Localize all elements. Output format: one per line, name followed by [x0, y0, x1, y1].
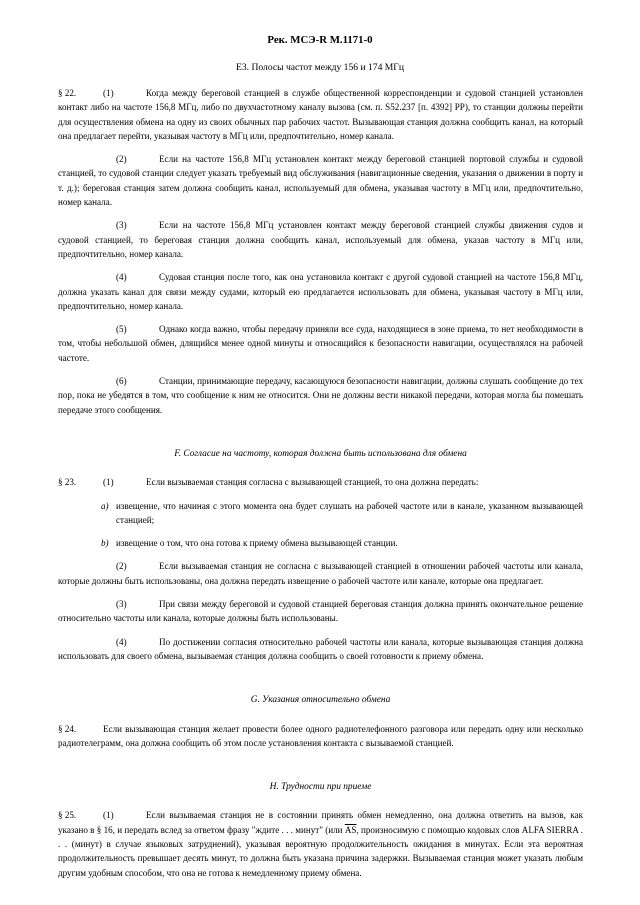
- paragraph-text: При связи между береговой и судовой станцией береговая станция должна принять окончательное решение относительно частоты или канала, которые должны быть использованы.: [58, 599, 583, 624]
- paragraph-text: Когда между береговой станцией в службе общественной корреспонденции и судовой станцией установлен контакт либо на частоте 156,8 МГц, либо по двухчастотному каналу вызова (см. п. S52.237 [п. 4392] РР), то станции должны перейти для осуществления обмена на одну из своих обычных пар рабочих частот. Вызывающая станция должна сообщить канал, на который она предлагает перейти, указывая частоту в МГц или, предпочтительно, номер канала.: [58, 88, 583, 141]
- item-number: (2): [116, 154, 127, 165]
- sub-item-a: [58, 499, 583, 528]
- paragraph-23-1: [58, 475, 583, 489]
- paragraph-25-1: [58, 808, 583, 879]
- sub-item-letter: a): [101, 500, 109, 511]
- subsection-title: E3. Полосы частот между 156 и 174 МГц: [235, 62, 404, 73]
- section-heading-f: F. Согласие на частоту, которая должна быть использована для обмена: [174, 448, 467, 459]
- item-number: (1): [103, 88, 114, 98]
- paragraph-22-2: [58, 152, 583, 209]
- paragraph-23-4: [58, 635, 583, 664]
- paragraph-22-4: [58, 270, 583, 313]
- paragraph-text-end: , произносимую с помощью кодовых слов ALFA SIERRA . . . (минут) в случае языковых затруднений), указывая вероятную продолжительность ожидания в минутах. Если эта вероятная продолжительность превышает десять минут, то должна быть указана причина задержки. Вызываемая станция может указать любым другим удобным способом, что она не готова к немедленному приему обмена.: [58, 824, 583, 878]
- paragraph-22-5: [58, 322, 583, 365]
- paragraph-24: [58, 722, 583, 751]
- section-number: § 23.: [58, 477, 77, 488]
- section-number: § 22.: [58, 88, 77, 98]
- sub-item-text: извещение о том, что она готова к приему обмена вызывающей станции.: [116, 538, 398, 549]
- paragraph-text: Если вызывающая станция желает провести более одного радиотелефонного разговора или передать одну или несколько радиотелеграмм, она должна сообщить об этом после установления контакта с вызываемой станцией.: [58, 723, 583, 748]
- paragraph-22-1: [58, 86, 583, 143]
- paragraph-text: Если на частоте 156,8 МГц установлен контакт между береговой станцией службы движения судов и судовой станцией, то береговая станция должна сообщить канал, используемый для обмена, указав частоту в МГц или, предпочтительно, номер канала.: [58, 220, 583, 259]
- paragraph-22-3: [58, 218, 583, 261]
- document-body: [58, 86, 583, 880]
- item-number: (5): [116, 324, 127, 335]
- section-number: § 25.: [58, 810, 77, 821]
- paragraph-23-2: [58, 559, 583, 588]
- section-heading-h: H. Трудности при приеме: [269, 782, 372, 793]
- paragraph-text: Судовая станция после того, как она установила контакт с другой судовой станцией на частоте 156,8 МГц, должна указать канал для связи между судами, который ею предлагается использовать для обмена, указывая частоту в МГц или, предпочтительно, номер канала.: [58, 272, 583, 311]
- sub-item-text: извещение, что начиная с этого момента она будет слушать на рабочей частоте или в канале, указанном вызывающей станцией;: [116, 500, 583, 525]
- item-number: (4): [116, 272, 127, 283]
- page-header: Рек. МСЭ-R M.1171-0: [267, 34, 373, 46]
- sub-item-letter: b): [101, 538, 109, 549]
- section-number: § 24.: [58, 723, 77, 734]
- item-number: (3): [116, 599, 127, 610]
- paragraph-23-3: [58, 597, 583, 626]
- paragraph-text: Если на частоте 156,8 МГц установлен контакт между береговой станцией портовой службы и судовой станцией, то судовой станции следует указать требуемый вид обслуживания (навигационные сведения, указания о движении в порту и т. д.); береговая станция затем должна сообщить канал, используемый для обмена, указывая частоту в МГц или, предпочтительно, номер канала.: [58, 154, 583, 208]
- paragraph-text: Если вызываемая станция не согласна с вызывающей станцией в отношении рабочей частоты или канала, которые должны быть использованы, она должна передать извещение о рабочей частоте или канале, которые она предлагает.: [58, 561, 583, 586]
- paragraph-text: По достижении согласия относительно рабочей частоты или канала, которые вызывающая станция должна использовать для своего обмена, вызываемая станция должна сообщить о своей готовности к приему обмена.: [58, 636, 583, 661]
- as-prosign: $\overline{AS}$: [344, 824, 357, 835]
- item-number: (2): [116, 561, 127, 572]
- item-number: (4): [116, 636, 127, 647]
- paragraph-text-start: Если вызываемая станция не в состоянии принять обмен немедленно, она должна ответить на вызов, как указано в § 16, и передать вслед за ответом фразу "ждите . . . минут" (или: [58, 810, 583, 835]
- paragraph-text: Станции, принимающие передачу, касающуюся безопасности навигации, должны слушать сообщение до тех пор, пока не убедятся в том, что сообщение к ним не относится. Они не должны вести никакой передачи, которая могла бы помешать передаче этого сообщения.: [58, 376, 583, 415]
- item-number: (1): [103, 477, 114, 488]
- item-number: (1): [103, 810, 114, 821]
- paragraph-text: Однако когда важно, чтобы передачу приняли все суда, находящиеся в зоне приема, то нет необходимости в том, чтобы небольшой обмен, длящийся менее одной минуты и относящийся к безопасности навигации, осуществлялся на рабочей частоте.: [58, 324, 583, 363]
- sub-item-b: [58, 536, 583, 550]
- item-number: (6): [116, 376, 127, 387]
- paragraph-text: Если вызываемая станция согласна с вызывающей станцией, то она должна передать:: [146, 477, 479, 488]
- item-number: (3): [116, 220, 127, 231]
- paragraph-22-6: [58, 374, 583, 417]
- section-heading-g: G. Указания относительно обмена: [250, 695, 391, 706]
